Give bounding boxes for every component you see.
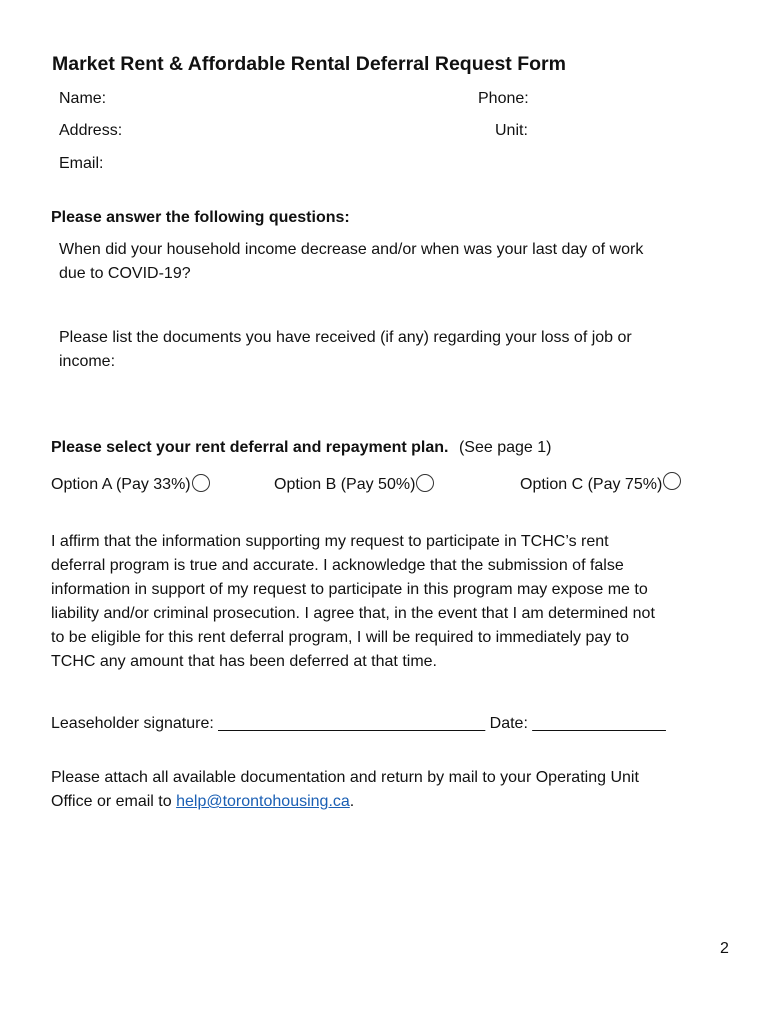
option-c-label: Option C (Pay 75%) (520, 476, 663, 493)
help-email-link[interactable]: help@torontohousing.ca (176, 793, 350, 810)
question-documents (59, 326, 632, 374)
instructions-line: Please attach all available documentation and return by mail to your Operating Unit (51, 769, 639, 786)
unit-label: Unit: (495, 122, 528, 139)
plan-heading-note: (See page 1) (458, 439, 552, 456)
option-b[interactable] (274, 474, 434, 494)
question-line: When did your household income decrease and/or when was your last day of work (59, 241, 644, 258)
option-c-radio[interactable] (663, 472, 681, 490)
affirmation-paragraph (51, 530, 655, 674)
affirmation-line: liability and/or criminal prosecution. I agree that, in the event that I am determined not (51, 605, 655, 622)
question-line: due to COVID-19? (59, 265, 191, 282)
option-a-radio[interactable] (192, 474, 210, 492)
page-number: 2 (720, 940, 729, 957)
affirmation-line: deferral program is true and accurate. I acknowledge that the submission of false (51, 557, 624, 574)
instructions-line (51, 790, 639, 814)
date-label: Date: (489, 715, 528, 732)
affirmation-line: I affirm that the information supporting my request to participate in TCHC’s rent (51, 533, 609, 550)
signature-label: Leaseholder signature: (51, 715, 214, 732)
option-a[interactable] (51, 474, 210, 494)
affirmation-line: TCHC any amount that has been deferred at that time. (51, 653, 437, 670)
question-line: income: (59, 353, 116, 370)
affirmation-line: to be eligible for this rent deferral program, I will be required to immediately pay to (51, 629, 630, 646)
option-b-label: Option B (Pay 50%) (274, 476, 416, 493)
plan-heading (51, 439, 551, 457)
question-income-decrease (59, 238, 643, 286)
date-line[interactable]: _______________ (532, 715, 666, 732)
plan-heading-text: Please select your rent deferral and repayment plan. (51, 439, 449, 456)
option-b-radio[interactable] (416, 474, 434, 492)
option-c[interactable] (520, 472, 681, 494)
signature-row (51, 715, 666, 733)
address-label: Address: (59, 122, 123, 139)
question-line: Please list the documents you have received (if any) regarding your loss of job or (59, 329, 632, 346)
submission-instructions (51, 766, 639, 814)
option-a-label: Option A (Pay 33%) (51, 476, 191, 493)
name-label: Name: (59, 90, 107, 107)
instructions-prefix: Office or email to (51, 793, 177, 810)
questions-heading: Please answer the following questions: (51, 209, 350, 226)
affirmation-line: information in support of my request to participate in this program may expose me to (51, 581, 648, 598)
signature-line[interactable]: ______________________________ (218, 715, 486, 732)
email-label: Email: (59, 155, 104, 172)
phone-label: Phone: (478, 90, 529, 107)
instructions-suffix: . (349, 793, 355, 810)
page-title: Market Rent & Affordable Rental Deferral Request Form (52, 53, 566, 75)
